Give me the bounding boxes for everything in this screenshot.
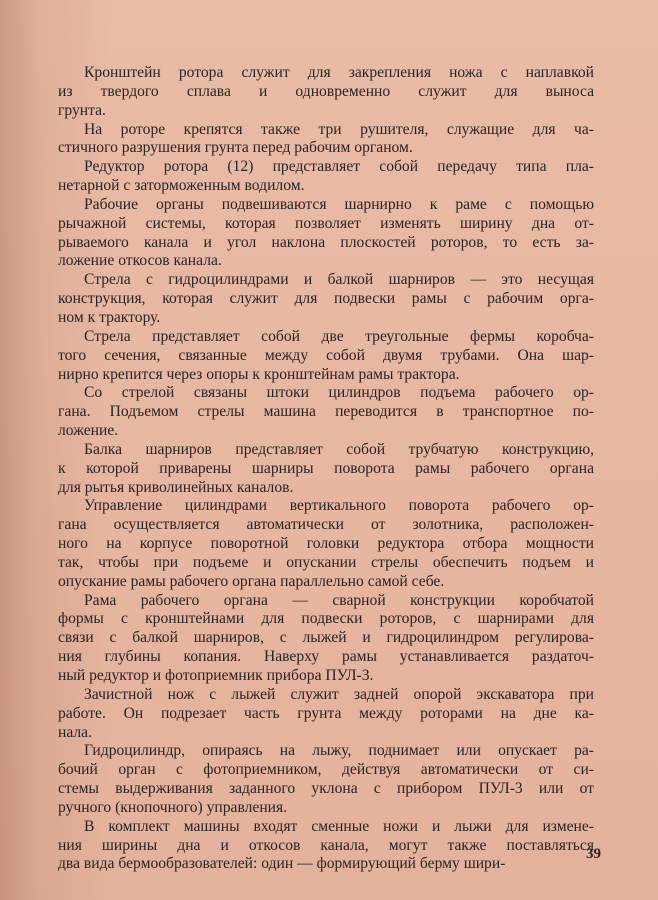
text-line: ния глубины копания. Наверху рамы устанавливается раздаточ- [58,648,594,666]
text-line: Со стрелой связаны штоки цилиндров подъема рабочего ор- [84,384,594,402]
text-line: В комплект машины входят сменные ножи и лыжи для измене- [84,817,594,835]
text-line: Рабочие органы подвешиваются шарнирно к раме с помощью [84,195,594,213]
text-line: Рама рабочего органа — сварной конструкции коробчатой [84,591,594,609]
text-line: бочий орган с фотоприемником, действуя автоматически от си- [58,761,594,779]
paragraph [58,818,594,875]
text-line: ный редуктор и фотоприемник прибора ПУЛ-3. [58,667,374,684]
text-line: Редуктор ротора (12) представляет собой передачу типа пла- [84,158,594,176]
paragraph [58,497,594,591]
text-line: ручного (кнопочного) управления. [58,798,288,816]
text-line: нетарной с заторможенным водилом. [58,177,305,195]
text-line: рычажной системы, которая позволяет изменять ширину дна от- [58,214,594,232]
text-line: Управление цилиндрами вертикального поворота рабочего ор- [84,497,594,515]
text-line: формы с кронштейнами для подвески роторов, с шарнирами для [58,610,594,628]
text-line: гана осуществляется автоматически от золотника, расположен- [58,516,594,534]
text-line: Кронштейн ротора служит для закрепления ножа с наплавкой [84,64,594,81]
paragraph [58,271,594,328]
text-line: Стрела с гидроцилиндрами и балкой шарниров — это несущая [84,271,594,289]
text-line: конструкция, которая служит для подвески рамы с рабочим орга- [58,290,594,308]
text-line: рываемого канала и угол наклона плоскостей роторов, то есть за- [58,233,594,251]
text-line: грунта. [58,101,106,119]
page-number: 39 [586,846,601,862]
text-line: опускание рамы рабочего органа параллельно самой себе. [58,572,445,590]
text-line: ния ширины дна и откосов канала, могут также поставляться [58,836,594,854]
text-line: Зачистной нож с лыжей служит задней опорой экскаватора при [84,685,594,703]
paragraph [58,158,594,196]
paragraph [58,196,594,271]
paragraph [58,592,594,686]
paragraph [58,742,594,817]
text-line: стичного разрушения грунта перед рабочим органом. [58,139,413,157]
text-line: На роторе крепятся также три рушителя, служащие для ча- [84,120,594,138]
paragraph [58,441,594,498]
text-line: нирно крепится через опоры к кронштейнам рамы трактора. [58,365,460,383]
paragraph [58,64,594,121]
text-line: Гидроцилиндр, опираясь на лыжу, поднимает или опускает ра- [84,742,594,760]
text-line: из твердого сплава и одновременно служит для выноса [58,82,594,100]
paragraph [58,328,594,385]
body-text [58,64,594,874]
paragraph [58,121,594,159]
text-line: Балка шарниров представляет собой трубчатую конструкцию, [84,440,594,458]
text-line: стемы выдерживания заданного уклона с прибором ПУЛ-3 или от [58,780,594,798]
text-line: гана. Подъемом стрелы машина переводится в транспортное по- [58,403,594,421]
text-line: работе. Он подрезает часть грунта между роторами на дне ка- [58,704,594,722]
text-line: два вида бермообразователей: один — формирующий берму шири- [58,855,506,873]
text-line: ного на корпусе поворотной головки редуктора отбора мощности [58,535,594,553]
paragraph [58,686,594,743]
text-line: к которой приварены шарниры поворота рамы рабочего органа [58,459,594,477]
paragraph [58,384,594,441]
text-line: ном к трактору. [58,308,161,326]
text-line: ложение откосов канала. [58,252,222,270]
text-line: для рытья криволинейных каналов. [58,478,294,496]
text-line: того сечения, связанные между собой двумя трубами. Она шар- [58,346,594,364]
text-line: ложение. [58,422,119,440]
text-line: Стрела представляет собой две треугольные фермы коробча- [84,327,594,345]
text-line: связи с балкой шарниров, с лыжей и гидроцилиндром регулирова- [58,629,594,647]
text-line: так, чтобы при подъеме и опускании стрелы обеспечить подъем и [58,553,594,571]
text-line: нала. [58,723,93,741]
